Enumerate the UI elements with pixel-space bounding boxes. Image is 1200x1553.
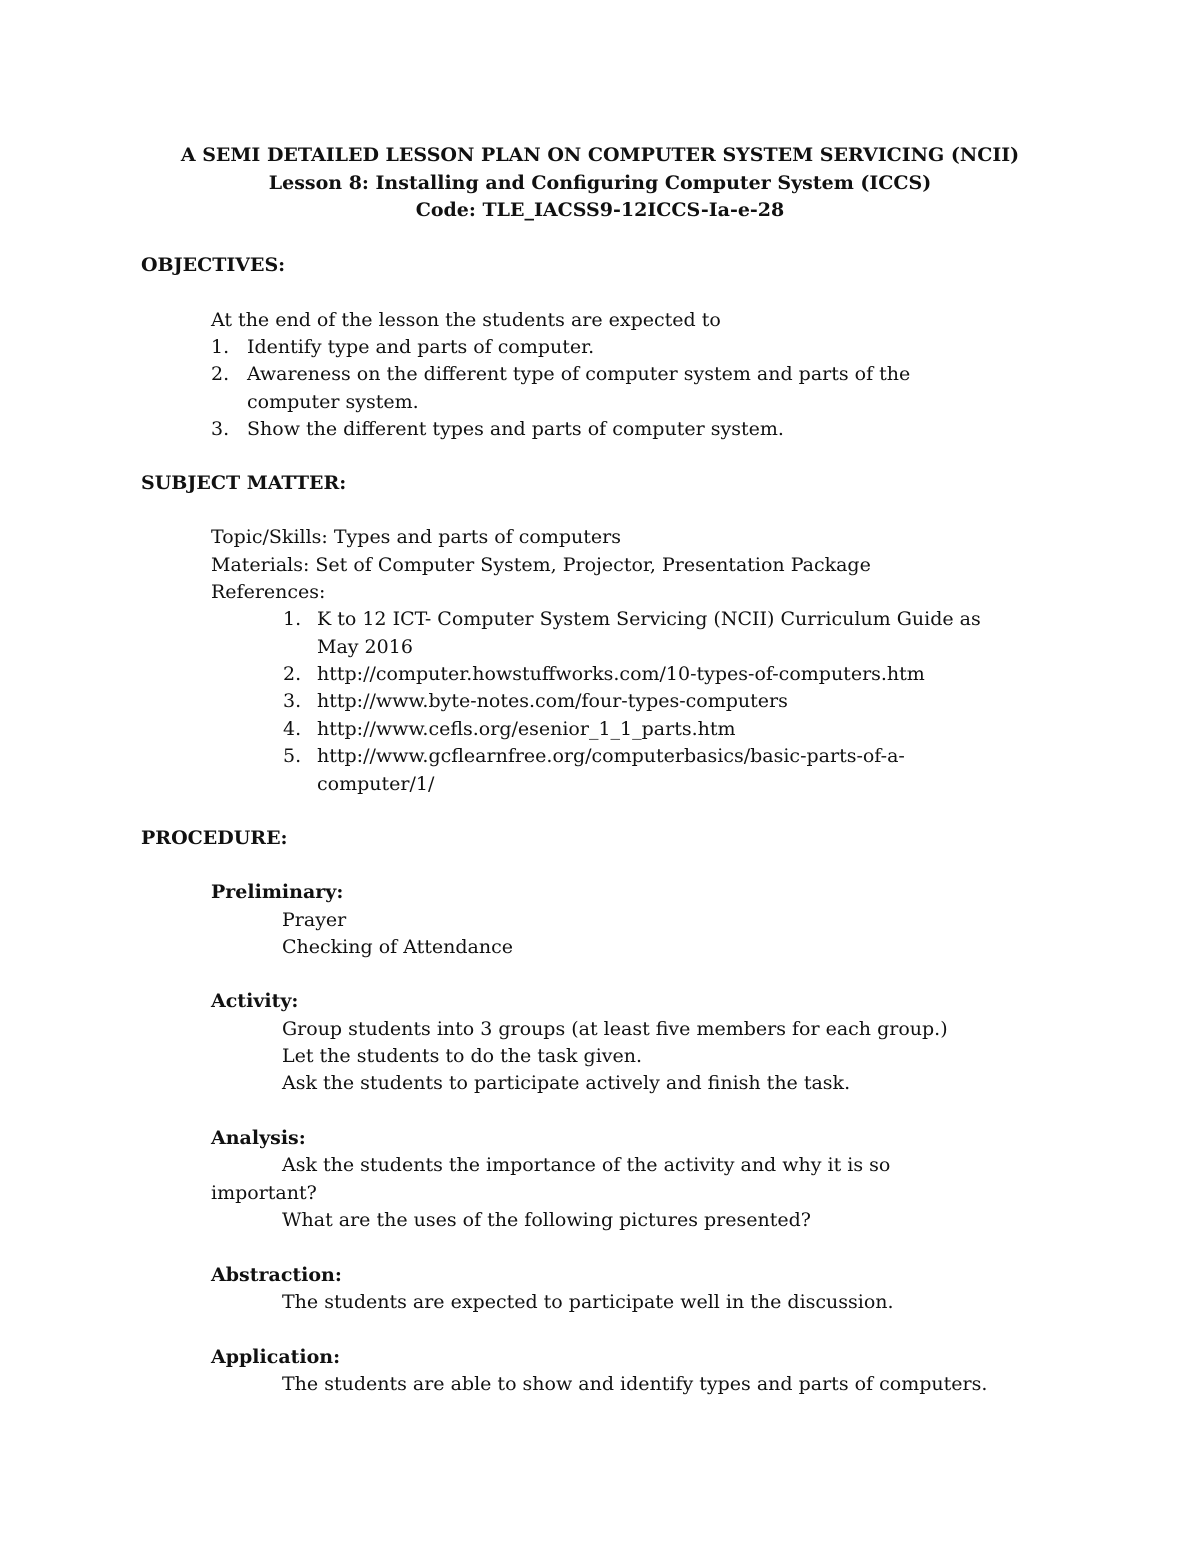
reference-item: http://www.cefls.org/esenior_1_1_parts.htm [317,718,736,740]
analysis-step: What are the uses of the following pictures presented? [282,1209,811,1231]
reference-item-continued: May 2016 [317,636,413,658]
reference-number: 2. [283,663,302,685]
lesson-title: Lesson 8: Installing and Configuring Computer System (ICCS) [268,172,932,194]
activity-step: Group students into 3 groups (at least five members for each group.) [282,1018,948,1040]
abstraction-label: Abstraction: [211,1264,342,1286]
reference-item: http://www.gcflearnfree.org/computerbasics/basic-parts-of-a- [317,745,905,767]
abstraction-step: The students are expected to participate well in the discussion. [282,1291,894,1313]
reference-number: 1. [283,608,302,630]
objectives-heading: OBJECTIVES: [141,254,286,276]
reference-item: http://www.byte-notes.com/four-types-computers [317,690,788,712]
reference-number: 5. [283,745,302,767]
analysis-step-continued: important? [211,1182,317,1204]
objective-item: Identify type and parts of computer. [247,336,595,358]
lesson-code: Code: TLE_IACSS9-12ICCS-Ia-e-28 [415,199,785,221]
reference-number: 4. [283,718,302,740]
preliminary-step: Prayer [282,909,347,931]
preliminary-label: Preliminary: [211,881,344,903]
objectives-intro: At the end of the lesson the students are expected to [211,309,721,331]
application-label: Application: [211,1346,341,1368]
objective-item: Awareness on the different type of computer system and parts of the [247,363,911,385]
objective-number: 2. [211,363,230,385]
activity-step: Let the students to do the task given. [282,1045,643,1067]
analysis-label: Analysis: [211,1127,306,1149]
objective-number: 1. [211,336,230,358]
preliminary-step: Checking of Attendance [282,936,513,958]
activity-label: Activity: [211,990,299,1012]
document-title: A SEMI DETAILED LESSON PLAN ON COMPUTER SYSTEM SERVICING (NCII) [180,144,1020,166]
procedure-heading: PROCEDURE: [141,827,288,849]
references-label: References: [211,581,326,603]
subject-matter-heading: SUBJECT MATTER: [141,472,347,494]
topic-skills: Topic/Skills: Types and parts of computers [211,526,621,548]
reference-item-continued: computer/1/ [317,773,435,795]
objective-number: 3. [211,418,230,440]
activity-step: Ask the students to participate actively and finish the task. [282,1072,851,1094]
objective-item: Show the different types and parts of computer system. [247,418,784,440]
objective-item-continued: computer system. [247,391,419,413]
reference-number: 3. [283,690,302,712]
reference-item: K to 12 ICT- Computer System Servicing (NCII) Curriculum Guide as [317,608,981,630]
analysis-step: Ask the students the importance of the activity and why it is so [282,1154,891,1176]
materials: Materials: Set of Computer System, Projector, Presentation Package [211,554,871,576]
reference-item: http://computer.howstuffworks.com/10-types-of-computers.htm [317,663,925,685]
application-step: The students are able to show and identify types and parts of computers. [282,1373,988,1395]
